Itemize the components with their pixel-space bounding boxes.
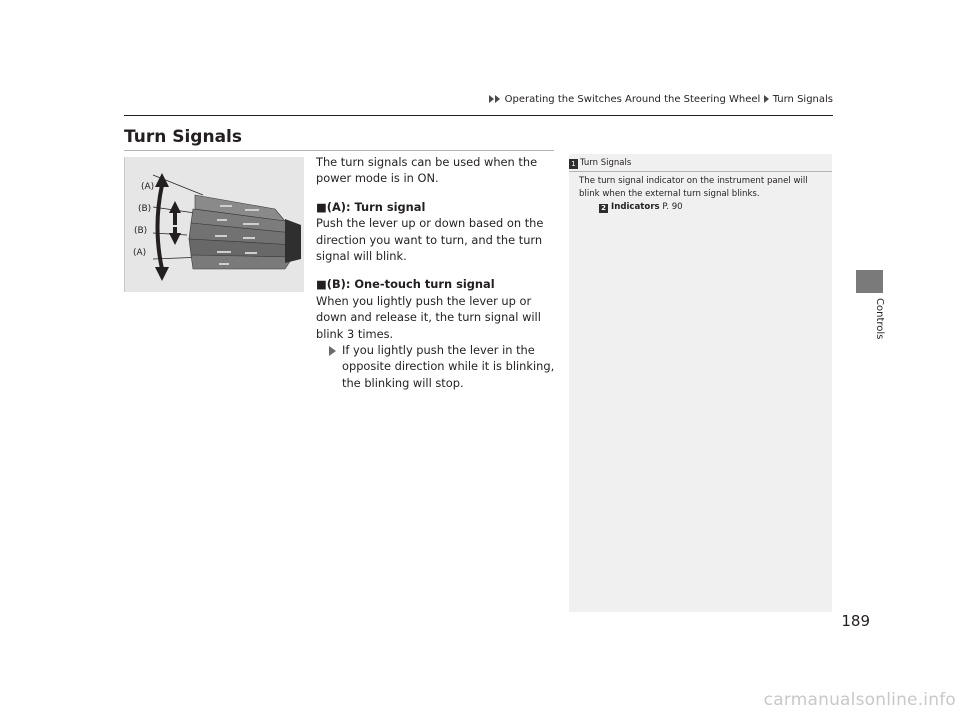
page-number: 189 [841, 612, 870, 630]
header-rule [124, 115, 833, 116]
breadcrumb-section: Operating the Switches Around the Steering Wheel [504, 94, 761, 105]
arrow-icon [329, 346, 336, 356]
arrow-icon [764, 95, 769, 103]
reference-title[interactable]: Indicators [611, 202, 660, 212]
reference-page[interactable]: P. 90 [662, 202, 683, 212]
note-text: The turn signal indicator on the instrument panel will blink when the external turn signal blinks. [579, 176, 808, 199]
note-number: 1 [569, 159, 578, 169]
chapter-tab-label: Controls [874, 298, 885, 340]
section-a-heading: ■(A): Turn signal [316, 199, 426, 214]
breadcrumb [489, 94, 833, 105]
section-b-text: When you lightly push the lever up or down and release it, the turn signal will blink 3 times. [316, 293, 541, 341]
chapter-tab[interactable] [856, 270, 883, 293]
section-b-heading: ■(B): One-touch turn signal [316, 277, 495, 292]
turn-signal-lever-figure [124, 157, 304, 292]
note-heading [569, 158, 832, 172]
breadcrumb-current: Turn Signals [772, 94, 833, 105]
section-b-subnote [316, 342, 556, 391]
arrow-icon [495, 95, 500, 103]
indicators-reference[interactable] [579, 201, 829, 214]
note-title: Turn Signals [580, 158, 632, 168]
label-b-bottom: (B) [134, 226, 148, 236]
lever-illustration [125, 157, 304, 292]
title-rule [124, 150, 554, 151]
label-b-top: (B) [138, 204, 152, 214]
label-a-top: (A) [141, 182, 155, 192]
sidebar-note [569, 154, 832, 612]
arrow-icon [489, 95, 494, 103]
section-b-subnote-text: If you lightly push the lever in the opposite direction while it is blinking, the blinking will stop. [342, 343, 555, 390]
intro-text: The turn signals can be used when the power mode is in ON. [316, 155, 538, 186]
watermark: carmanualsonline.info [763, 690, 956, 710]
section-a-text: Push the lever up or down based on the direction you want to turn, and the turn signal will blink. [316, 216, 544, 264]
note-body [579, 175, 829, 214]
body-text [316, 154, 556, 391]
note-rule [569, 171, 832, 172]
page-title: Turn Signals [124, 127, 242, 147]
label-a-bottom: (A) [133, 248, 147, 258]
reference-icon: 2 [599, 204, 608, 213]
